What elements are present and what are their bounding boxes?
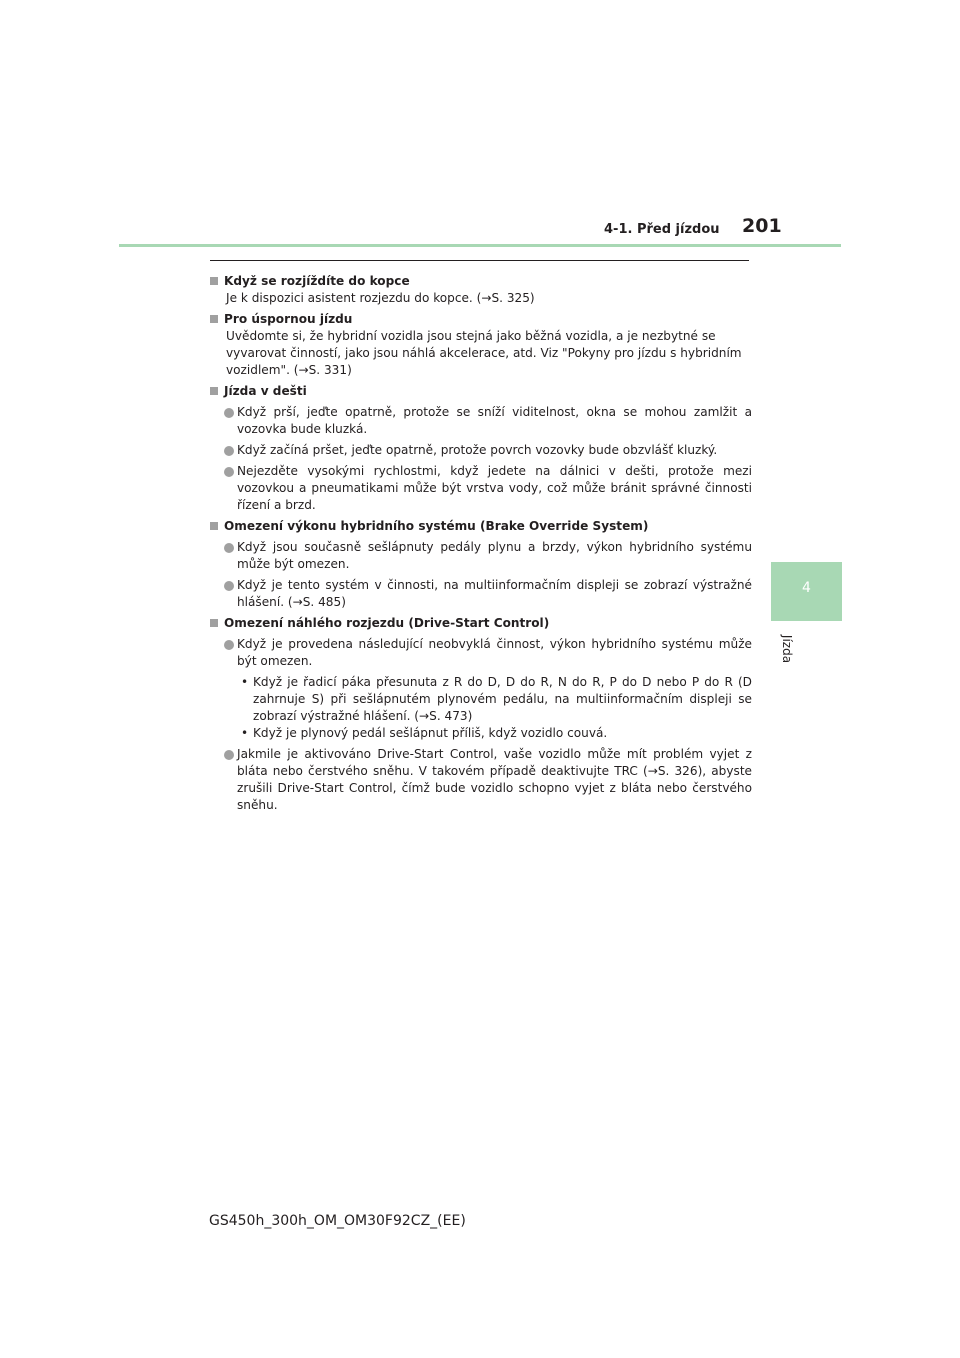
square-marker-icon	[210, 522, 218, 530]
chapter-tab-label: Jízda	[780, 634, 795, 664]
chapter-tab-label-wrap	[780, 632, 803, 672]
content-top-rule	[210, 260, 749, 261]
section-title: Jízda v dešti	[224, 384, 307, 398]
bullet-dot-icon	[224, 750, 234, 760]
bullet-dot-icon	[224, 581, 234, 591]
bullet-dot-icon	[224, 467, 234, 477]
section-heading	[210, 615, 752, 632]
bullet-item	[210, 463, 752, 514]
sub-bullet-text: Když je řadicí páka přesunuta z R do D, D do R, N do R, P do D nebo P do R (D zahrnuje S) při sešlápnutém plynovém pedálu, na multiinformačním displeji se zobrazí výstražné hlášení. (→S. 473)	[253, 675, 752, 723]
bullet-text: Když prší, jeďte opatrně, protože se sníží viditelnost, okna se mohou zamlžit a vozovka bude kluzká.	[237, 405, 752, 436]
section-title: Omezení výkonu hybridního systému (Brake Override System)	[224, 519, 649, 533]
square-marker-icon	[210, 277, 218, 285]
bullet-text: Když začíná pršet, jeďte opatrně, protože povrch vozovky bude obzvlášť kluzký.	[237, 443, 718, 457]
chapter-tab-number: 4	[802, 580, 811, 596]
square-marker-icon	[210, 619, 218, 627]
bullet-item	[210, 577, 752, 611]
section-text: Uvědomte si, že hybridní vozidla jsou stejná jako běžná vozidla, a je nezbytné se vyvarovat činností, jako jsou náhlá akcelerace, atd. Viz "Pokyny pro jízdu s hybridním vozidlem". (→S. 331)	[226, 329, 742, 377]
bullet-item	[210, 404, 752, 438]
document-code-footer: GS450h_300h_OM_OM30F92CZ_(EE)	[209, 1213, 466, 1229]
square-marker-icon	[210, 315, 218, 323]
bullet-text: Když je provedena následující neobvyklá činnost, výkon hybridního systému může být omezen.	[237, 637, 752, 668]
bullet-item	[210, 636, 752, 670]
bullet-dot-icon	[224, 408, 234, 418]
sub-bullet-icon: •	[241, 726, 249, 740]
bullet-text: Když je tento systém v činnosti, na multiinformačním displeji se zobrazí výstražné hlášení. (→S. 485)	[237, 578, 752, 609]
section-text: Je k dispozici asistent rozjezdu do kopce. (→S. 325)	[226, 291, 535, 305]
header-divider	[119, 244, 841, 247]
running-header-section: 4-1. Před jízdou	[604, 222, 720, 237]
section-heading	[210, 273, 752, 290]
bullet-dot-icon	[224, 543, 234, 553]
sub-bullet-icon: •	[241, 675, 249, 689]
sub-bullet-item	[210, 674, 752, 725]
bullet-item	[210, 442, 752, 459]
section-heading	[210, 383, 752, 400]
page-number: 201	[742, 215, 782, 237]
bullet-item	[210, 539, 752, 573]
section-heading	[210, 311, 752, 328]
section-heading	[210, 518, 752, 535]
bullet-dot-icon	[224, 640, 234, 650]
square-marker-icon	[210, 387, 218, 395]
page-content	[210, 269, 752, 814]
sub-bullet-item	[210, 725, 752, 742]
bullet-text: Když jsou současně sešlápnuty pedály plynu a brzdy, výkon hybridního systému může být omezen.	[237, 540, 752, 571]
chapter-tab	[771, 562, 842, 621]
bullet-dot-icon	[224, 446, 234, 456]
bullet-text: Jakmile je aktivováno Drive-Start Control, vaše vozidlo může mít problém vyjet z bláta nebo čerstvého sněhu. V takovém případě deaktivujte TRC (→S. 326), abyste zrušili Drive-Start Control, čímž bude vozidlo schopno vyjet z bláta nebo čerstvého sněhu.	[237, 747, 752, 812]
sub-bullet-text: Když je plynový pedál sešlápnut příliš, když vozidlo couvá.	[253, 726, 608, 740]
bullet-item	[210, 746, 752, 814]
bullet-text: Nejezděte vysokými rychlostmi, když jedete na dálnici v dešti, protože mezi vozovkou a pneumatikami může být vrstva vody, což může bránit správné činnosti řízení a brzd.	[237, 464, 752, 512]
section-title: Když se rozjíždíte do kopce	[224, 274, 410, 288]
section-title: Pro úspornou jízdu	[224, 312, 353, 326]
section-title: Omezení náhlého rozjezdu (Drive-Start Control)	[224, 616, 550, 630]
